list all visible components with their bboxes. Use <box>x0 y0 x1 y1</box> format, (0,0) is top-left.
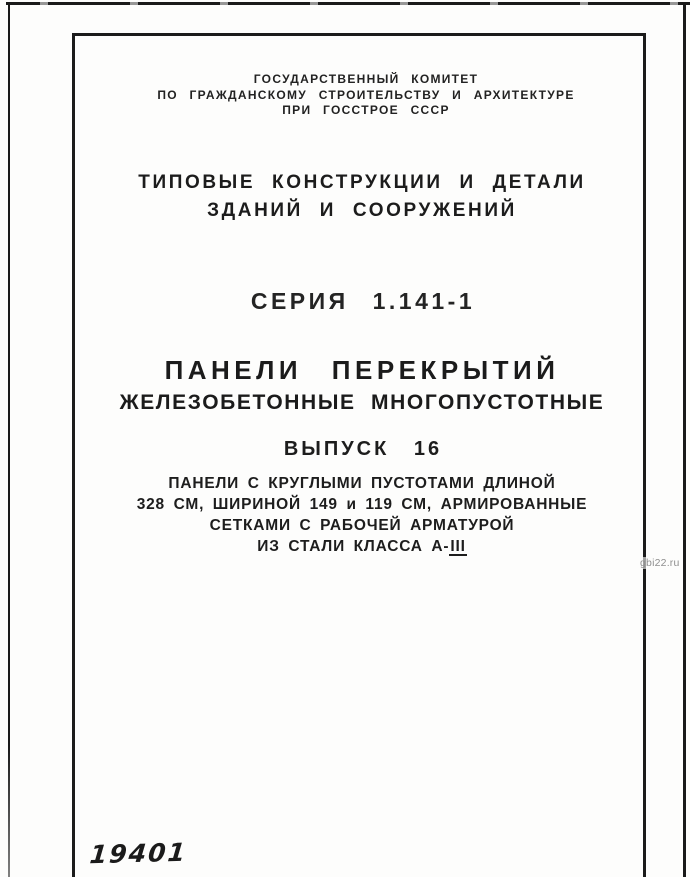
typical-constructions-line-2: ЗДАНИЙ И СООРУЖЕНИЙ <box>207 200 517 221</box>
panel-description-line-1: ПАНЕЛИ С КРУГЛЫМИ ПУСТОТАМИ ДЛИНОЙ <box>168 475 556 492</box>
steel-class-prefix: ИЗ СТАЛИ КЛАССА А- <box>257 538 450 555</box>
outer-border-right <box>683 2 686 877</box>
panel-description-line-4 <box>81 536 643 557</box>
handwritten-inventory-number: 19401 <box>88 837 189 870</box>
org-header-line-3: ПРИ ГОССТРОЕ СССР <box>282 103 450 117</box>
org-committee-header <box>75 72 643 119</box>
org-header-line-1: ГОСУДАРСТВЕННЫЙ КОМИТЕТ <box>253 72 479 86</box>
typical-constructions-heading <box>75 169 643 225</box>
main-title-line-2: ЖЕЛЕЗОБЕТОННЫЕ МНОГОПУСТОТНЫЕ <box>119 391 605 414</box>
org-header-line-2: ПО ГРАЖДАНСКОМУ СТРОИТЕЛЬСТВУ И АРХИТЕКТУРЕ <box>157 87 575 102</box>
inner-border-frame <box>72 33 646 877</box>
outer-border-top <box>6 2 690 5</box>
outer-border-left <box>8 2 10 877</box>
typical-constructions-line-1: ТИПОВЫЕ КОНСТРУКЦИИ И ДЕТАЛИ <box>138 172 586 193</box>
panel-description-line-2: 328 СМ, ШИРИНОЙ 149 и 119 СМ, АРМИРОВАННЫЕ <box>136 496 588 513</box>
series-number: СЕРИЯ 1.141-1 <box>250 288 476 314</box>
issue-number: ВЫПУСК 16 <box>283 438 443 460</box>
main-title-line-1: ПАНЕЛИ ПЕРЕКРЫТИЙ <box>164 355 560 385</box>
watermark-text: gbi22.ru <box>640 557 680 569</box>
panel-description <box>75 473 643 557</box>
panel-description-line-3: СЕТКАМИ С РАБОЧЕЙ АРМАТУРОЙ <box>209 517 515 534</box>
steel-class-numeral: III <box>450 538 466 555</box>
